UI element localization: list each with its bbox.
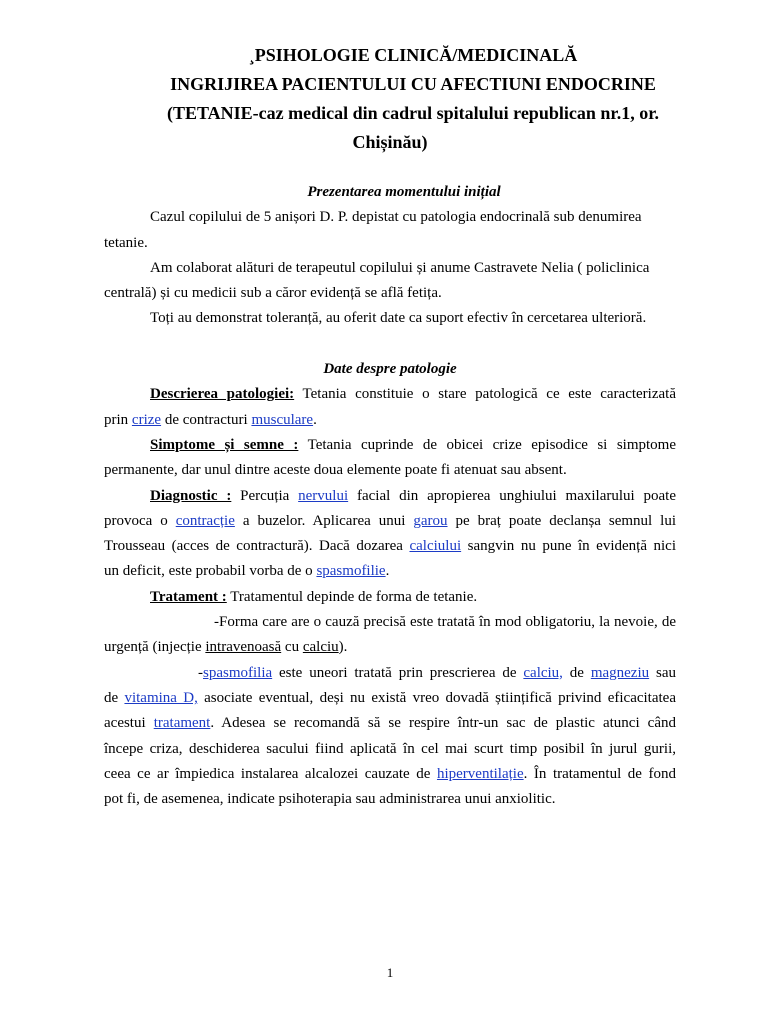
intro-paragraph-2-line-1: Am colaborat alături de terapeutul copilului și anume Castravete Nelia ( policlinica [150,259,650,276]
text-run: . Adesea se recomandă să se respire într-un sac de plastic atunci când [210,715,676,732]
text-run: ). [338,639,348,656]
page-number: 1 [386,965,394,980]
link-vitamina-d[interactable]: vitamina D, [124,689,198,706]
text-run: Tetania cuprinde de obicei crize episodice si simptome [307,436,676,453]
symptoms-line-1 [104,433,676,458]
link-spasmofilie[interactable]: spasmofilie [316,563,386,580]
text-run: Trousseau (acces de contractură). Dacă dozarea [104,538,410,555]
title-line-4: Chișinău) [352,132,428,152]
link-calciului[interactable]: calciului [409,538,462,555]
intro-paragraph-3-line-1: Toți au demonstrat toleranță, au oferit date ca suport efectiv în cercetarea ulterioră. [150,310,647,327]
text-run: de [104,689,125,706]
link-nervului[interactable]: nervului [298,487,349,504]
link-musculare[interactable]: musculare [251,411,314,428]
text-run: Tratamentul depinde de forma de tetanie. [230,588,478,605]
title-line-1: ¸PSIHOLOGIE CLINICĂ/MEDICINALĂ [248,45,578,65]
diagnosis-line-1 [104,484,676,509]
document-title [104,41,676,157]
link-garou[interactable]: garou [413,512,448,529]
text-run: sau [649,664,676,681]
text-run: provoca o [104,512,176,529]
link-tratament[interactable]: tratament [153,715,211,732]
link-calciu-2[interactable]: calciu, [523,664,563,681]
text-run: cu [281,639,303,656]
text-run: -Forma care are o cauză precisă este tratată în mod obligatoriu, la nevoie, de [214,614,676,631]
document-body [104,180,676,812]
treatment-line-6 [104,711,676,736]
treatment-label: Tratament : [150,588,227,605]
diagnosis-label: Diagnostic : [150,487,232,504]
text-run: un deficit, este probabil vorba de o [104,563,317,580]
text-run: . În tratamentul de fond [523,765,676,782]
text-run: ceea ce ar împiedica instalarea alcalozei cauzate de [104,765,437,782]
text-run: Percuția [240,487,299,504]
text-run: acestui [104,715,154,732]
link-intravenoasa[interactable]: intravenoasă [205,639,282,656]
link-calciu[interactable]: calciu [302,639,339,656]
description-line-1 [104,382,676,407]
text-run: prin [104,411,132,428]
treatment-line-9 [104,787,676,812]
text-run: urgență (injecție [104,639,206,656]
intro-paragraph-1-line-2: tetanie. [104,234,148,251]
diagnosis-line-3 [104,534,676,559]
text-run: pot fi, de asemenea, indicate psihoterapia sau administrarea unui anxiolitic. [104,791,556,808]
text-run: permanente, dar unul dintre aceste doua elemente poate fi atenuat sau absent. [104,462,567,479]
description-label: Descrierea patologiei: [150,386,295,403]
treatment-line-7 [104,737,676,762]
diagnosis-line-2 [104,509,676,534]
section-heading-pathology: Date despre patologie [323,361,457,378]
treatment-line-3 [104,635,676,660]
treatment-line-1 [104,585,676,610]
text-run: . [385,563,390,580]
treatment-line-8 [104,762,676,787]
text-run: de [562,664,591,681]
symptoms-line-2 [104,458,676,483]
text-run: - [198,664,203,681]
treatment-line-4 [104,661,676,686]
text-run: a buzelor. Aplicarea unui [234,512,414,529]
text-run: facial din apropierea unghiului maxilarului poate [348,487,676,504]
section-heading-presentation: Prezentarea momentului inițial [307,184,501,200]
intro-paragraph-2-line-2: centrală) și cu medicii sub a căror evidență se află fetița. [104,285,442,302]
link-hiperventilatie[interactable]: hiperventilație [436,765,524,782]
link-magneziu[interactable]: magneziu [590,664,650,681]
intro-paragraph-1-line-1: Cazul copilului de 5 anișori D. P. depistat cu patologia endocrinală sub denumirea [150,209,642,226]
title-line-3: (TETANIE-caz medical din cadrul spitalului republican nr.1, or. [166,103,660,123]
diagnosis-line-4 [104,559,676,584]
text-run: Tetania constituie o stare patologică ce este caracterizată [302,386,676,403]
blank-line [104,332,676,357]
text-run: pe braț poate declanșa semnul lui [447,512,677,529]
link-contractie[interactable]: contracție [175,512,235,529]
symptoms-label: Simptome și semne : [150,436,299,453]
text-run: de contracturi [161,411,252,428]
link-spasmofilia[interactable]: spasmofilia [203,664,273,681]
title-line-2: INGRIJIREA PACIENTULUI CU AFECTIUNI ENDOCRINE [170,74,656,94]
text-run: . [313,411,317,428]
text-run: este uneori tratată prin prescrierea de [272,664,524,681]
description-line-2 [104,408,676,433]
link-crize[interactable]: crize [131,411,162,428]
text-run: sangvin nu pune în evidență nici [461,538,676,555]
text-run: asociate eventual, deși nu există vreo dovadă științifică privind eficacitatea [197,689,676,706]
text-run: începe criza, deschiderea sacului fiind aplicată în cel mai scurt timp posibil în jurul gurii, [104,740,676,757]
treatment-line-2 [104,610,676,635]
treatment-line-5 [104,686,676,711]
